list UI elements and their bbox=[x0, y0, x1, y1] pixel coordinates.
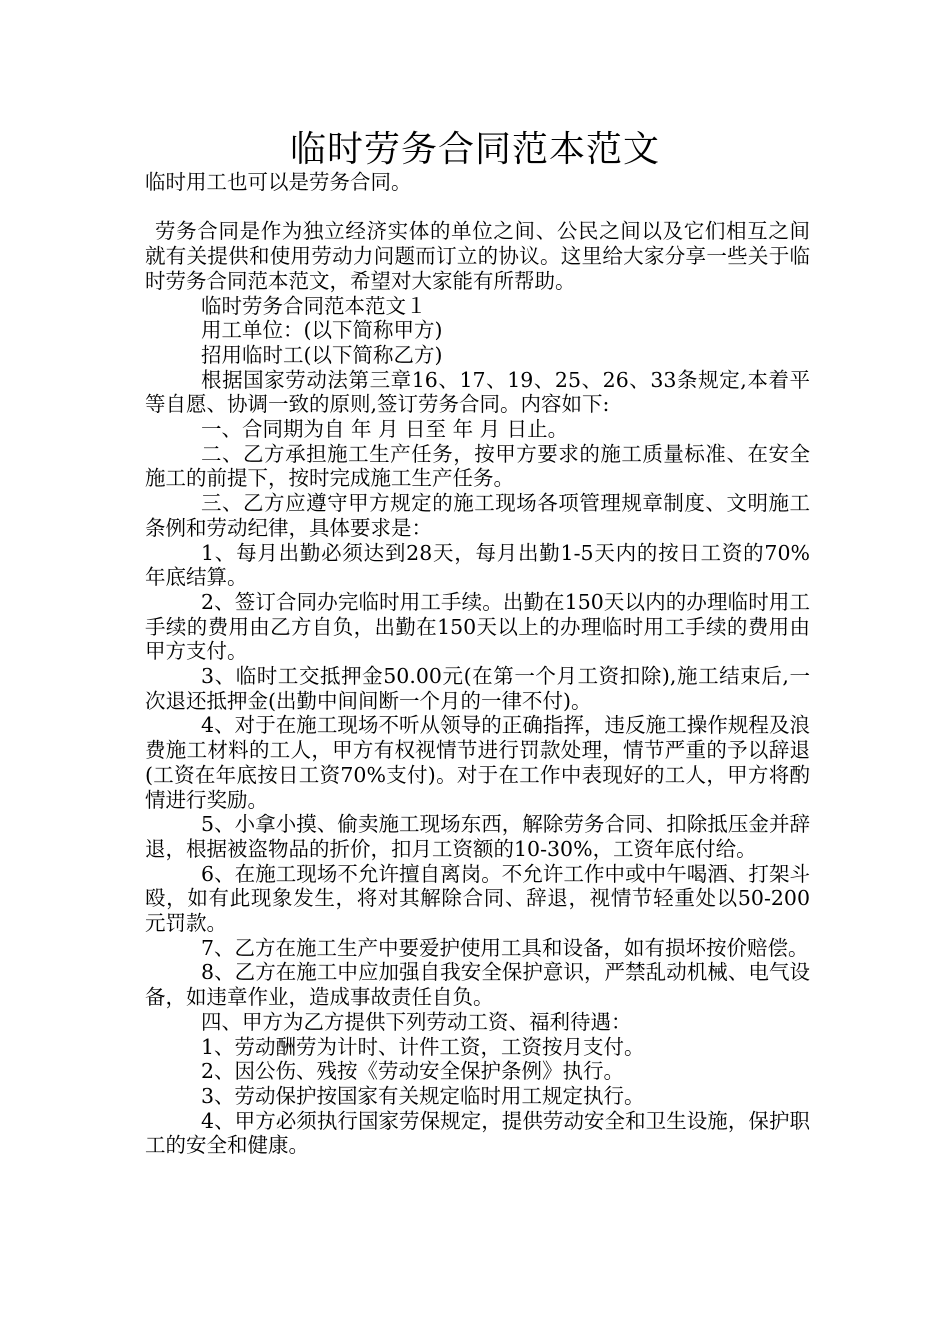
paragraph-sample-heading: 临时劳务合同范本范文１ bbox=[201, 293, 427, 318]
paragraph-item-3-8: 8、乙方在施工中应加强自我安全保护意识，严禁乱动机械、电气设备，如违章作业，造成事故责任自负。 bbox=[145, 960, 810, 1010]
paragraph-item-3-6: 6、在施工现场不允许擅自离岗。不允许工作中或中午喝酒、打架斗殴，如有此现象发生，将对其解除合同、辞退，视情节轻重处以50-200元罚款。 bbox=[145, 861, 810, 936]
paragraph-employer: 用工单位：(以下简称甲方) bbox=[201, 318, 443, 343]
paragraph-clause-2: 二、乙方承担施工生产任务，按甲方要求的施工质量标准、在安全施工的前提下，按时完成施工生产任务。 bbox=[145, 441, 810, 491]
paragraph-item-3-2: 2、签订合同办完临时用工手续。出勤在150天以内的办理临时用工手续的费用由乙方自负，出勤在150天以上的办理临时用工手续的费用由甲方支付。 bbox=[145, 589, 810, 664]
document-title: 临时劳务合同范本范文 bbox=[289, 129, 660, 170]
paragraph-item-4-1: 1、劳动酬劳为计时、计件工资，工资按月支付。 bbox=[201, 1034, 645, 1059]
paragraph-item-4-4: 4、甲方必须执行国家劳保规定，提供劳动安全和卫生设施，保护职工的安全和健康。 bbox=[145, 1108, 810, 1158]
paragraph-item-4-2: 2、因公伤、残按《劳动安全保护条例》执行。 bbox=[201, 1059, 625, 1084]
paragraph-definition: 劳务合同是作为独立经济实体的单位之间、公民之间以及它们相互之间就有关提供和使用劳动力问题而订立的协议。这里给大家分享一些关于临时劳务合同范本范文，希望对大家能有所帮助。 bbox=[145, 219, 810, 293]
document-body bbox=[145, 170, 810, 1158]
paragraph-item-3-5: 5、小拿小摸、偷卖施工现场东西，解除劳务合同、扣除抵压金并辞退，根据被盗物品的折价，扣月工资额的10-30%，工资年底付给。 bbox=[145, 812, 810, 861]
paragraph-clause-1: 一、合同期为自 年 月 日至 年 月 日止。 bbox=[201, 417, 569, 442]
paragraph-intro: 临时用工也可以是劳务合同。 bbox=[145, 170, 412, 194]
paragraph-item-3-1: 1、每月出勤必须达到28天，每月出勤1-5天内的按日工资的70%年底结算。 bbox=[145, 540, 810, 590]
paragraph-item-3-3: 3、临时工交抵押金50.00元(在第一个月工资扣除),施工结束后,一次退还抵押金(出勤中间间断一个月的一律不付)。 bbox=[145, 664, 810, 713]
paragraph-item-3-7: 7、乙方在施工生产中要爱护使用工具和设备，如有损坏按价赔偿。 bbox=[201, 935, 809, 960]
paragraph-clause-4: 四、甲方为乙方提供下列劳动工资、福利待遇： bbox=[201, 1009, 632, 1034]
paragraph-blank bbox=[145, 195, 810, 220]
paragraph-employee: 招用临时工(以下简称乙方) bbox=[201, 342, 443, 367]
paragraph-item-3-4: 4、对于在施工现场不听从领导的正确指挥，违反施工操作规程及浪费施工材料的工人，甲方有权视情节进行罚款处理，情节严重的予以辞退(工资在年底按日工资70%支付)。对于在工作中表现好的工人，甲方将酌情进行奖励。 bbox=[145, 713, 810, 812]
paragraph-legal-basis: 根据国家劳动法第三章16、17、19、25、26、33条规定,本着平等自愿、协调一致的原则,签订劳务合同。内容如下: bbox=[145, 367, 810, 417]
paragraph-item-4-3: 3、劳动保护按国家有关规定临时用工规定执行。 bbox=[201, 1084, 645, 1108]
paragraph-clause-3: 三、乙方应遵守甲方规定的施工现场各项管理规章制度、文明施工条例和劳动纪律，具体要求是： bbox=[145, 491, 810, 540]
